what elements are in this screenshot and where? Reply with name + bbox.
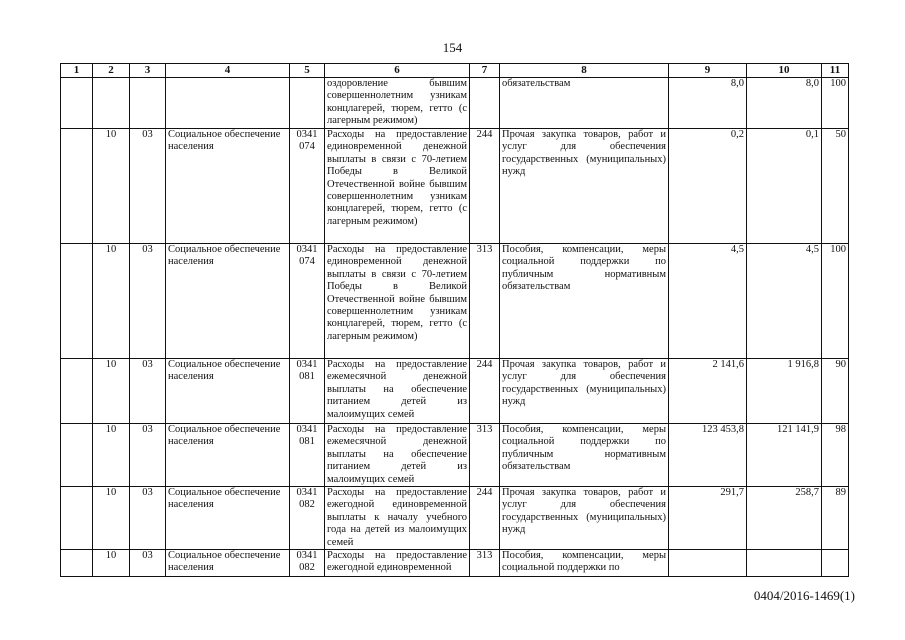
cell-col1 [61, 424, 93, 487]
cell-actual-amount: 258,7 [747, 487, 822, 550]
table-row [61, 78, 849, 129]
cell-expense-type: 313 [470, 424, 500, 487]
cell-col1 [61, 359, 93, 424]
document-code: 0404/2016-1469(1) [753, 588, 855, 603]
cell-planned-amount: 2 141,6 [669, 359, 747, 424]
cell-col1 [61, 129, 93, 244]
cell-section-name: Социальное обеспечение населения [166, 129, 290, 244]
cell-section-name: Социальное обеспечение населения [166, 359, 290, 424]
cell-expense-description: Расходы на предоставление единовременной денежной выплаты в связи с 70-летием Победы в Великой Отечественной войне бывшим совершеннолетним узникам концлагерей, тюрем, гетто (с лагерным режимом) [325, 129, 470, 244]
cell-target-code: 0341 081 [290, 359, 325, 424]
cell-actual-amount [747, 550, 822, 577]
table-row [61, 487, 849, 550]
cell-actual-amount: 1 916,8 [747, 359, 822, 424]
cell-subsection: 03 [130, 424, 166, 487]
cell-section [93, 78, 130, 129]
cell-col1 [61, 550, 93, 577]
cell-actual-amount: 8,0 [747, 78, 822, 129]
cell-expense-type: 244 [470, 487, 500, 550]
cell-section-name [166, 78, 290, 129]
column-header: 11 [822, 64, 849, 78]
cell-subsection: 03 [130, 244, 166, 359]
cell-section-name: Социальное обеспечение населения [166, 244, 290, 359]
cell-expense-type-name: Пособия, компенсации, меры социальной поддержки по [500, 550, 669, 577]
budget-table [60, 63, 849, 577]
cell-subsection [130, 78, 166, 129]
cell-expense-type: 244 [470, 129, 500, 244]
cell-expense-description: Расходы на предоставление ежемесячной денежной выплаты на обеспечение питанием детей из малоимущих семей [325, 359, 470, 424]
cell-percent: 100 [822, 78, 849, 129]
column-header: 8 [500, 64, 669, 78]
cell-actual-amount: 4,5 [747, 244, 822, 359]
cell-section-name: Социальное обеспечение населения [166, 550, 290, 577]
cell-planned-amount [669, 550, 747, 577]
cell-expense-description: Расходы на предоставление ежемесячной денежной выплаты на обеспечение питанием детей из малоимущих семей [325, 424, 470, 487]
cell-target-code: 0341 074 [290, 129, 325, 244]
cell-percent: 98 [822, 424, 849, 487]
table-row [61, 550, 849, 577]
cell-expense-type-name: Прочая закупка товаров, работ и услуг для обеспечения государственных (муниципальных) нужд [500, 359, 669, 424]
cell-section-name: Социальное обеспечение населения [166, 487, 290, 550]
cell-planned-amount: 8,0 [669, 78, 747, 129]
cell-planned-amount: 123 453,8 [669, 424, 747, 487]
cell-target-code: 0341 074 [290, 244, 325, 359]
cell-target-code: 0341 081 [290, 424, 325, 487]
cell-expense-description: Расходы на предоставление ежегодной единовременной выплаты к началу учебного года на детей из малоимущих семей [325, 487, 470, 550]
table-row [61, 129, 849, 244]
cell-col1 [61, 487, 93, 550]
cell-percent: 50 [822, 129, 849, 244]
column-header: 6 [325, 64, 470, 78]
cell-section: 10 [93, 244, 130, 359]
cell-expense-type [470, 78, 500, 129]
cell-expense-type: 244 [470, 359, 500, 424]
cell-expense-type-name: Пособия, компенсации, меры социальной поддержки по публичным нормативным обязательствам [500, 244, 669, 359]
cell-actual-amount: 0,1 [747, 129, 822, 244]
cell-expense-type-name: Прочая закупка товаров, работ и услуг для обеспечения государственных (муниципальных) нужд [500, 487, 669, 550]
cell-subsection: 03 [130, 129, 166, 244]
cell-actual-amount: 121 141,9 [747, 424, 822, 487]
cell-target-code: 0341 082 [290, 550, 325, 577]
cell-percent: 89 [822, 487, 849, 550]
cell-expense-type: 313 [470, 244, 500, 359]
cell-section: 10 [93, 129, 130, 244]
cell-planned-amount: 291,7 [669, 487, 747, 550]
cell-expense-description: Расходы на предоставление единовременной денежной выплаты в связи с 70-летием Победы в Великой Отечественной войне бывшим совершеннолетним узникам концлагерей, тюрем, гетто (с лагерным режимом) [325, 244, 470, 359]
cell-percent [822, 550, 849, 577]
cell-expense-type: 313 [470, 550, 500, 577]
cell-subsection: 03 [130, 359, 166, 424]
cell-target-code [290, 78, 325, 129]
cell-target-code: 0341 082 [290, 487, 325, 550]
cell-col1 [61, 78, 93, 129]
table-row [61, 244, 849, 359]
page-number: 154 [442, 40, 463, 55]
cell-col1 [61, 244, 93, 359]
column-header: 9 [669, 64, 747, 78]
cell-section: 10 [93, 359, 130, 424]
column-header: 4 [166, 64, 290, 78]
table-row [61, 424, 849, 487]
column-header: 7 [470, 64, 500, 78]
cell-planned-amount: 0,2 [669, 129, 747, 244]
cell-percent: 100 [822, 244, 849, 359]
cell-expense-type-name: Прочая закупка товаров, работ и услуг для обеспечения государственных (муниципальных) нужд [500, 129, 669, 244]
cell-expense-description: Расходы на предоставление ежегодной единовременной [325, 550, 470, 577]
cell-expense-type-name: обязательствам [500, 78, 669, 129]
cell-section-name: Социальное обеспечение населения [166, 424, 290, 487]
column-header: 10 [747, 64, 822, 78]
column-header: 2 [93, 64, 130, 78]
column-header: 1 [61, 64, 93, 78]
cell-percent: 90 [822, 359, 849, 424]
cell-subsection: 03 [130, 550, 166, 577]
table-row [61, 359, 849, 424]
column-header: 5 [290, 64, 325, 78]
cell-subsection: 03 [130, 487, 166, 550]
cell-section: 10 [93, 424, 130, 487]
cell-expense-description: оздоровление бывшим совершеннолетним узникам концлагерей, тюрем, гетто (с лагерным режимом) [325, 78, 470, 129]
cell-planned-amount: 4,5 [669, 244, 747, 359]
column-header: 3 [130, 64, 166, 78]
cell-section: 10 [93, 487, 130, 550]
cell-section: 10 [93, 550, 130, 577]
table-header-row [61, 64, 849, 78]
cell-expense-type-name: Пособия, компенсации, меры социальной поддержки по публичным нормативным обязательствам [500, 424, 669, 487]
